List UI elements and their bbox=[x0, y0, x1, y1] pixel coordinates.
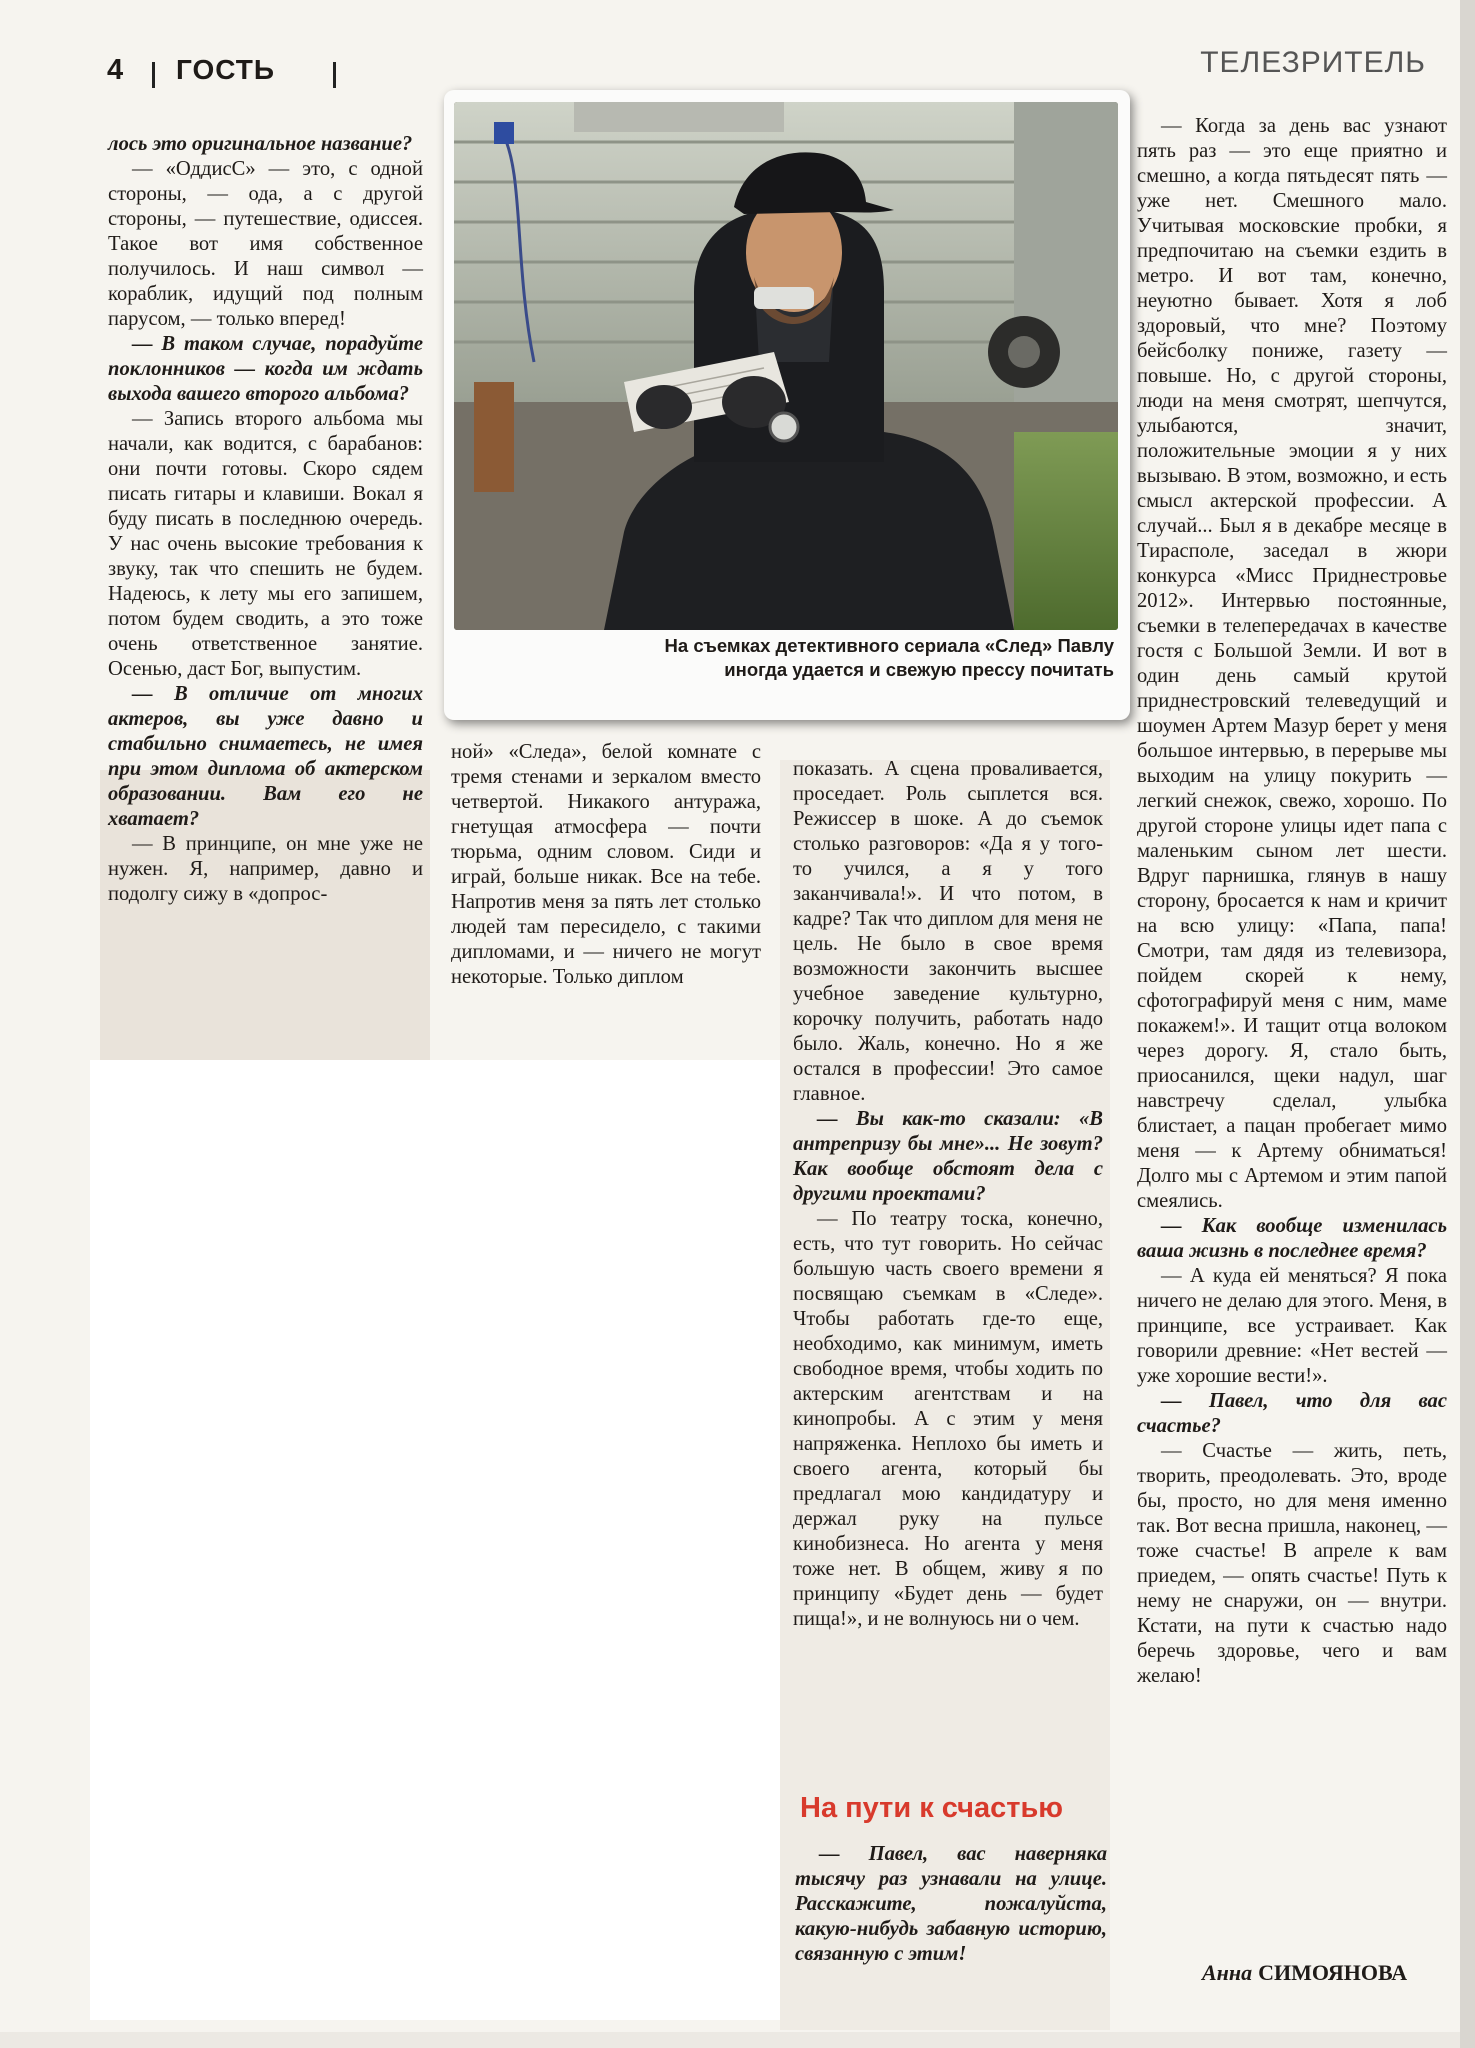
blank-area bbox=[90, 1060, 780, 2020]
header-divider bbox=[152, 62, 155, 88]
answer-text: — В принципе, он мне уже не нужен. Я, например, давно и подолгу сижу в «допрос- bbox=[108, 833, 423, 905]
section-subheading: На пути к счастью bbox=[800, 1792, 1064, 1824]
section-title: ГОСТЬ bbox=[176, 54, 276, 85]
header-divider bbox=[333, 62, 336, 88]
caption-line: На съемках детективного сериала «След» Павлу bbox=[664, 635, 1114, 656]
answer-text: показать. А сцена проваливается, проседает. Роль сыплется вся. Режиссер в шоке. А до съемок столько разговоров: «Да я у того-то учился, а я у того заканчивала!». И что потом, в кадре? Так что диплом для меня не цель. Не было в свое время возможности закончить высшее учебное заведение культурно, корочку получить, работать надо было. Жаль, конечно. Но я же остался в профессии! Это самое главное. bbox=[793, 758, 1103, 1105]
actor-photo bbox=[454, 102, 1118, 630]
article-column-3 bbox=[793, 757, 1103, 1632]
answer-text: — А куда ей меняться? Я пока ничего не делаю для этого. Меня, в принципе, все устраивает. Как говорили древние: «Нет вестей — уже хорошие вести!». bbox=[1137, 1265, 1447, 1387]
article-column-2 bbox=[451, 740, 761, 990]
answer-text: — Когда за день вас узнают пять раз — это еще приятно и смешно, а когда пятьдесят пять — уже нет. Смешного мало. Учитывая московские пробки, я предпочитаю на съемки ездить в метро. И вот там, конечно, неуютно бывает. Хотя я лоб здоровый, что мне? Поэтому бейсболку пониже, газету — повыше. Но, с другой стороны, люди на меня смотрят, шепчутся, улыбаются, значит, положительные эмоции я у них вызываю. В этом, возможно, и есть смысл актерской профессии. А случай... Был я в декабре месяце в Тирасполе, заседал в жюри конкурса «Мисс Приднестровье 2012». Интервью постоянные, съемки в телепередачах в качестве гостя с Большой Земли. И вот в один день самый крутой приднестровский телеведущий и шоумен Артем Мазур берет у меня большое интервью, в перерыве мы выходим на улицу покурить — легкий снежок, свежо, хорошо. По другой стороне улицы идет папа с маленьким сыном лет шести. Вдруг парнишка, глянув в нашу сторону, бросается к нам и кричит на всю улицу: «Папа, папа! Смотри, там дядя из телевизора, пойдем скорей к нему, сфотографируй меня с ним, маме покажем!». И тащит отца волоком через дорогу. Я, стало быть, приосанился, щеки надул, шаг навстречу сделал, улыбка блистает, а пацан пробегает мимо меня — к Артему обниматься! Долго мы с Артемом и этим папой смеялись. bbox=[1137, 115, 1447, 1212]
answer-text: ной» «Следа», белой комнате с тремя стенами и зеркалом вместо четвертой. Никакого антуража, гнетущая атмосфера — почти тюрьма, одним словом. Сиди и играй, больше никак. Все на тебе. Напротив меня за пять лет столько людей там пересидело, с такими дипломами, и — ничего не могут некоторые. Только диплом bbox=[451, 741, 761, 988]
answer-text: — Запись второго альбома мы начали, как водится, с барабанов: они почти готовы. Скоро сядем писать гитары и клавиши. Вокал я буду писать в последнюю очередь. У нас очень высокие требования к звуку, так что спешить не будем. Надеюсь, к лету мы его запишем, потом будем сводить, а это тоже очень ответственное занятие. Осенью, даст Бог, выпустим. bbox=[108, 408, 423, 680]
author-first-name: Анна bbox=[1202, 1960, 1253, 1985]
question-text: — Павел, что для вас счастье? bbox=[1137, 1390, 1447, 1437]
question-text: — Павел, вас наверняка тысячу раз узнавали на улице. Расскажите, пожалуйста, какую-нибудь забавную историю, связанную с этим! bbox=[795, 1843, 1107, 1965]
question-text: — В отличие от многих актеров, вы уже давно и стабильно снимаетесь, не имея при этом диплома об актерском образовании. Вам его не хватает? bbox=[108, 683, 423, 830]
caption-line: иногда удается и свежую прессу почитать bbox=[724, 659, 1114, 680]
question-text: лось это оригинальное название? bbox=[108, 133, 413, 155]
author-last-name: СИМОЯНОВА bbox=[1258, 1960, 1408, 1985]
photo-caption bbox=[458, 634, 1114, 682]
question-text: — В таком случае, порадуйте поклонников — когда им ждать выхода вашего второго альбома? bbox=[108, 333, 423, 405]
page-number: 4 bbox=[107, 54, 124, 86]
scan-edge bbox=[1460, 0, 1475, 2048]
answer-text: — «ОддисС» — это, с одной стороны, — ода, а с другой стороны, — путешествие, одиссея. Такое вот имя собственное получилось. И наш символ — кораблик, идущий под полным парусом, — только вперед! bbox=[108, 158, 423, 330]
page-bottom-edge bbox=[0, 2032, 1460, 2048]
question-text: — Вы как-то сказали: «В антрепризу бы мне»... Не зовут? Как вообще обстоят дела с другими проектами? bbox=[793, 1108, 1103, 1205]
article-column-1 bbox=[108, 132, 423, 907]
publication-name: ТЕЛЕЗРИТЕЛЬ bbox=[1200, 46, 1426, 79]
author-byline bbox=[1202, 1960, 1407, 1986]
answer-text: — Счастье — жить, петь, творить, преодолевать. Это, вроде бы, просто, но для меня именно так. Вот весна пришла, наконец, — тоже счастье! В апреле к вам приедем, — опять счастье! Путь к нему не снаружи, он — внутри. Кстати, на пути к счастью надо беречь здоровье, чего и вам желаю! bbox=[1137, 1440, 1447, 1687]
article-column-4 bbox=[1137, 114, 1447, 1689]
answer-text: — По театру тоска, конечно, есть, что тут говорить. Но сейчас большую часть своего времени я посвящаю съемкам в «Следе». Чтобы работать где-то еще, необходимо, как минимум, иметь свободное время, чтобы ходить по актерским агентствам и на кинопробы. А с этим у меня напряженка. Неплохо бы иметь и своего агента, который бы предлагал мою кандидатуру и держал руку на пульсе кинобизнеса. Но агента у меня тоже нет. В общем, живу я по принципу «Будет день — будет пища!», и не волнуюсь ни о чем. bbox=[793, 1208, 1103, 1630]
article-column-3-bottom bbox=[795, 1842, 1107, 1967]
question-text: — Как вообще изменилась ваша жизнь в последнее время? bbox=[1137, 1215, 1447, 1262]
photo-card bbox=[444, 90, 1130, 720]
